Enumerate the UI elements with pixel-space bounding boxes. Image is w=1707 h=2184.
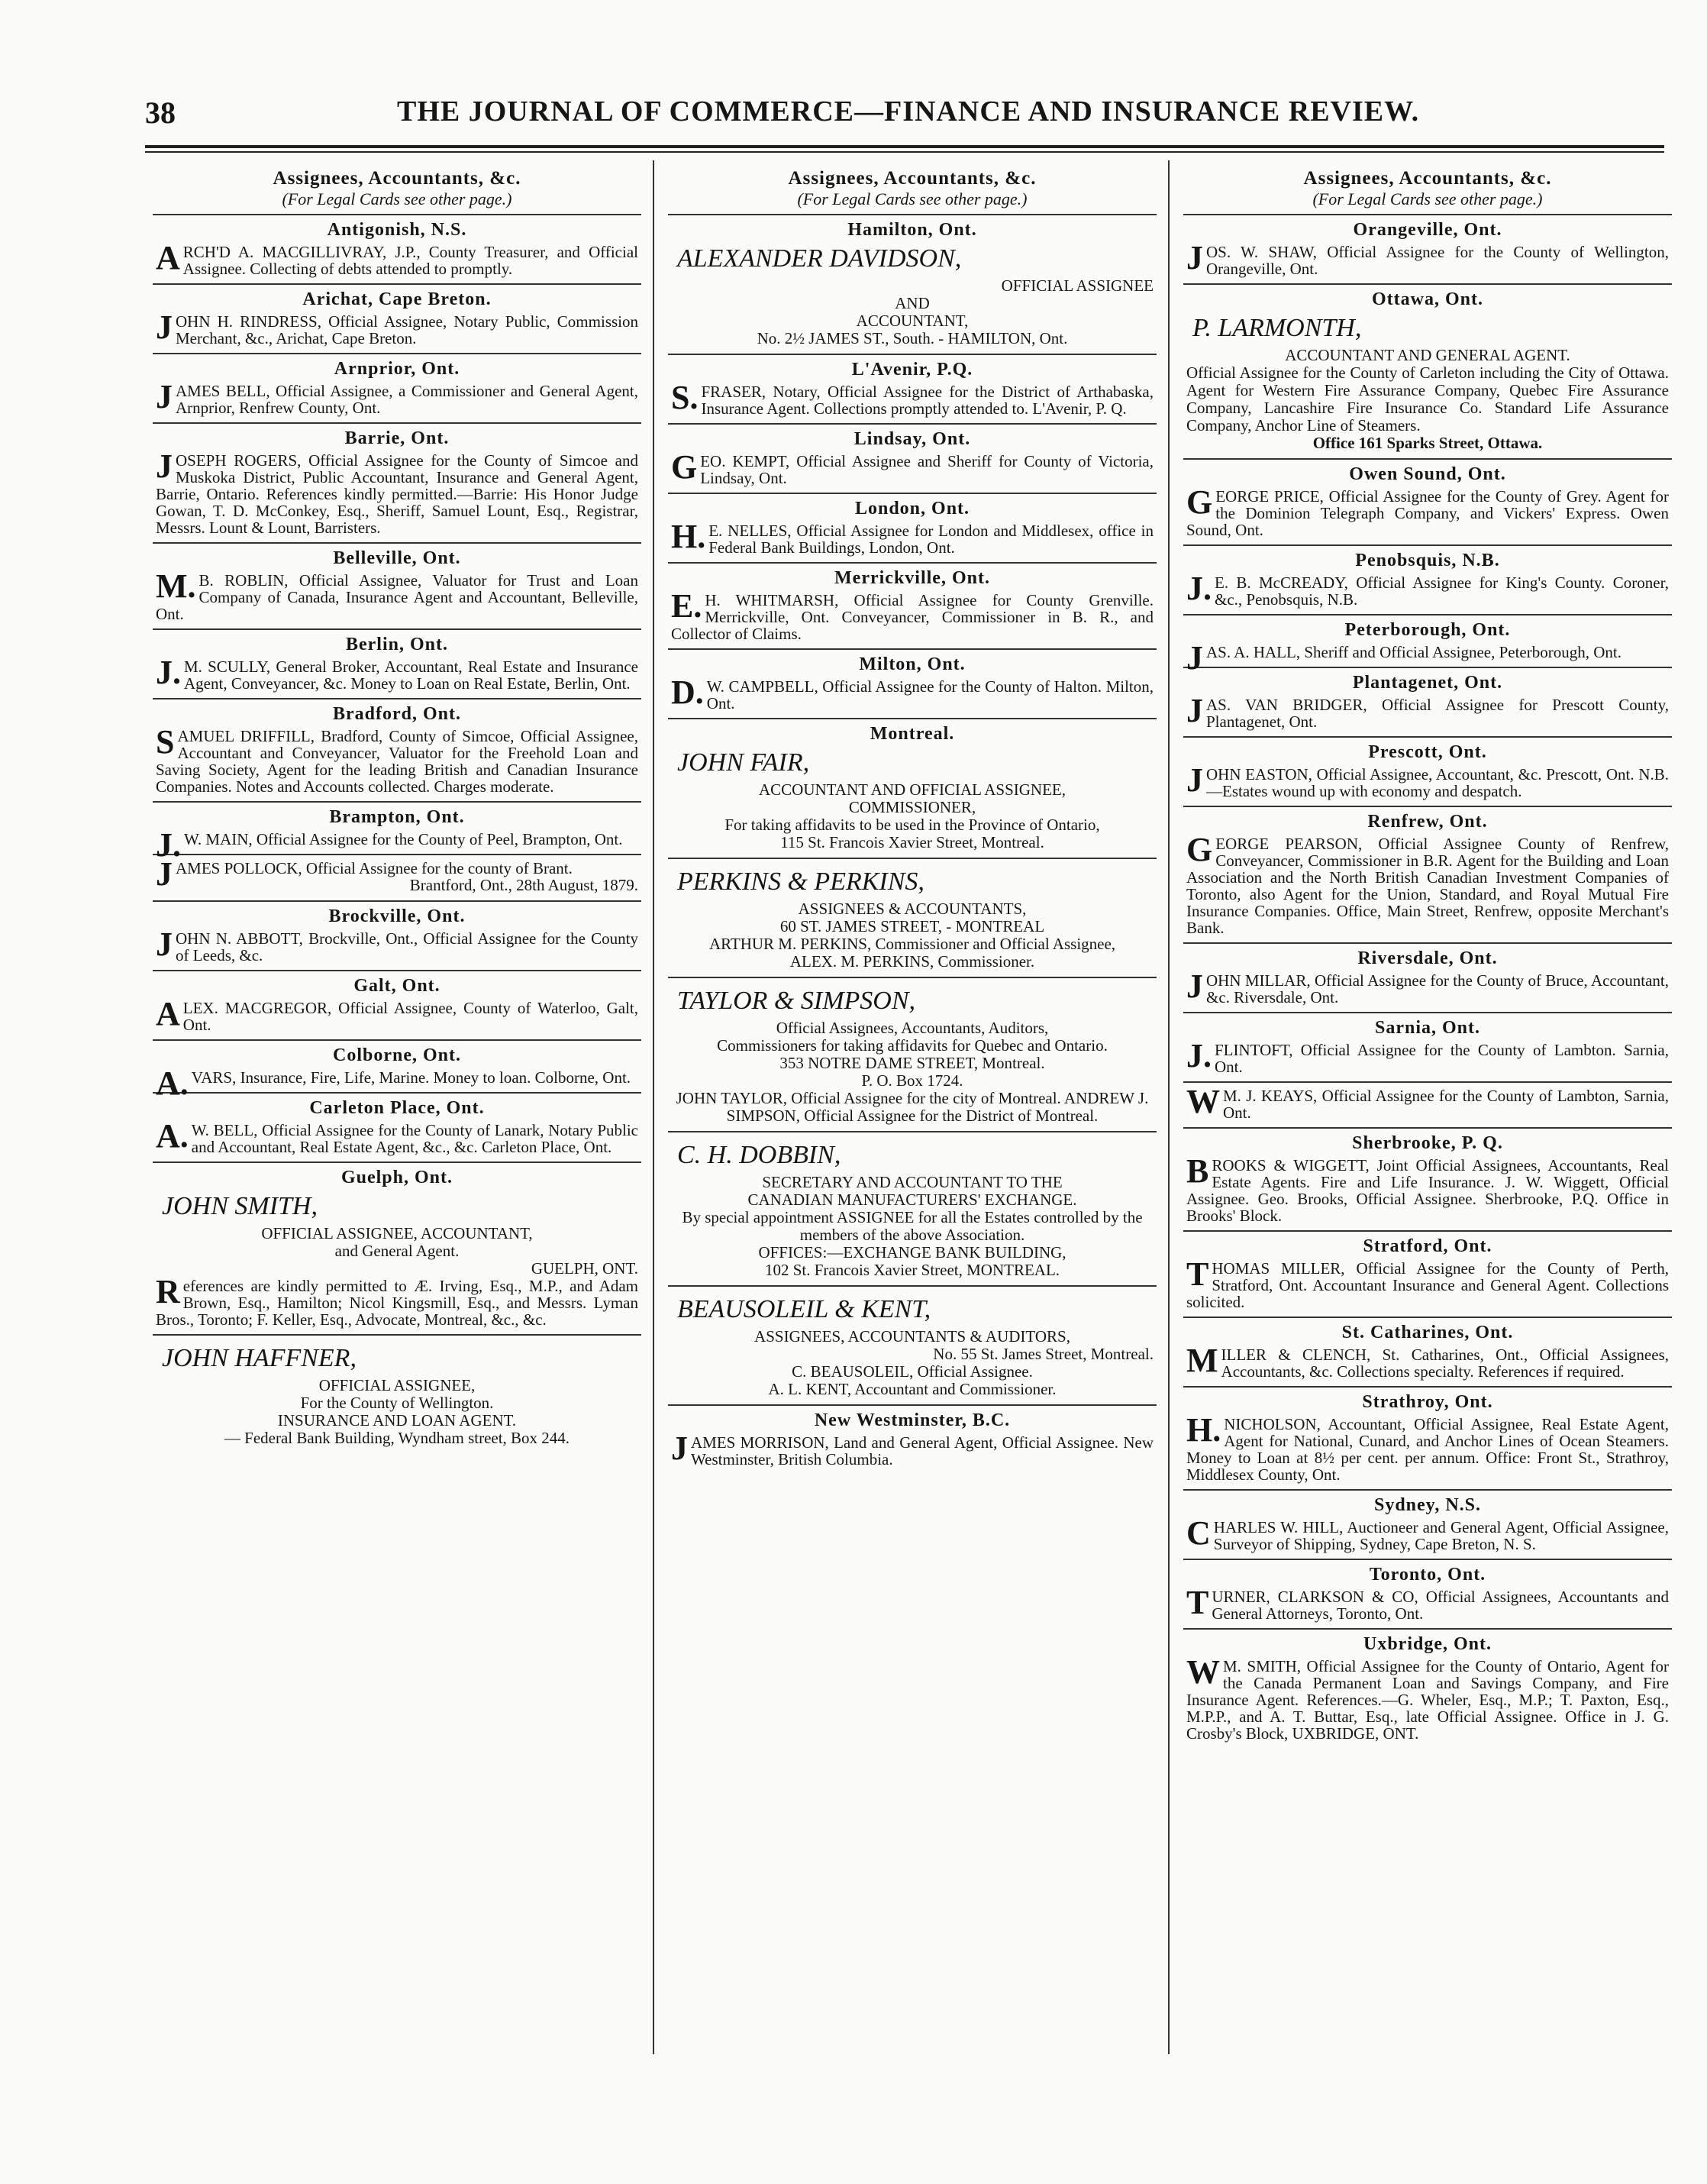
column-subheading: (For Legal Cards see other page.) [282, 189, 512, 208]
card-name: TAYLOR & SIMPSON, [677, 987, 916, 1015]
card-text: JOHN EASTON, Official Assignee, Accountant, &c. Prescott, Ont. N.B.—Estates wound up with economy and despatch. [1186, 761, 1669, 800]
card-name: P. LARMONTH, [1192, 314, 1362, 342]
card-list [1183, 458, 1672, 1748]
card-line: For the County of Wellington. [300, 1394, 494, 1412]
card-location: Renfrew, Ont. [1367, 812, 1488, 832]
card-name: C. H. DOBBIN, [677, 1141, 841, 1169]
card-location: Hamilton, Ont. [847, 220, 977, 240]
card-text: JAMES BELL, Official Assignee, a Commissioner and General Agent, Arnprior, Renfrew County, Ont. [156, 378, 638, 417]
card [1183, 806, 1672, 942]
card-text: JOHN H. RINDRESS, Official Assignee, Notary Public, Commission Merchant, &c., Arichat, Cape Breton. [156, 309, 638, 347]
card-location: Arichat, Cape Breton. [302, 289, 492, 309]
card [153, 1092, 641, 1161]
card [1183, 942, 1672, 1012]
card-line: OFFICIAL ASSIGNEE, ACCOUNTANT, [261, 1224, 533, 1242]
card-montreal-fair [668, 718, 1157, 858]
card-line: Official Assignees, Accountants, Auditors, [776, 1019, 1049, 1037]
card [1183, 1127, 1672, 1230]
card-location: Ottawa, Ont. [1372, 289, 1483, 309]
card-haffner [153, 1334, 641, 1453]
card-location: Merrickville, Ont. [834, 568, 990, 588]
card-line: C. BEAUSOLEIL, Official Assignee. [792, 1362, 1033, 1381]
card-text: GEORGE PRICE, Official Assignee for the County of Grey. Agent for the Dominion Telegraph Company, and Vickers' Express. Owen Sound, Ont. [1186, 483, 1669, 539]
column-left [153, 160, 641, 2054]
card-text: J.W. MAIN, Official Assignee for the County of Peel, Brampton, Ont. [156, 826, 623, 864]
card [1183, 1559, 1672, 1628]
card-line: By special appointment ASSIGNEE for all the Estates controlled by the members of the above Association. [682, 1208, 1143, 1244]
card [153, 353, 641, 422]
card-location: Milton, Ont. [859, 654, 966, 674]
card-location: Brampton, Ont. [329, 807, 465, 827]
card-line: ACCOUNTANT AND OFFICIAL ASSIGNEE, [758, 780, 1066, 799]
card [668, 493, 1157, 562]
card [668, 423, 1157, 493]
card-text: BROOKS & WIGGETT, Joint Official Assignees, Accountants, Real Estate Agents. Fire and Life Insurance. J. W. Wiggett, Official Assignee. Geo. Brooks, Official Assignee. Sherbrooke, P.Q. Office in Brooks' Block. [1186, 1152, 1669, 1225]
card-line: ALEX. M. PERKINS, Commissioner. [789, 952, 1035, 971]
card [1183, 1628, 1672, 1748]
card-location: Stratford, Ont. [1363, 1236, 1492, 1256]
card [1183, 736, 1672, 806]
card-location: Brockville, Ont. [328, 906, 466, 926]
card-location: Strathroy, Ont. [1362, 1392, 1493, 1412]
card-location: Barrie, Ont. [344, 428, 450, 448]
card-taylor [668, 977, 1157, 1131]
card-text: ALEX. MACGREGOR, Official Assignee, County of Waterloo, Galt, Ont. [156, 995, 638, 1034]
card-name: BEAUSOLEIL & KENT, [677, 1295, 931, 1323]
card [1183, 458, 1672, 544]
card-text: H.NICHOLSON, Accountant, Official Assignee, Real Estate Agent, Agent for National, Cunard, and Anchor Lines of Ocean Steamers. Money to Loan at 8½ per cent. per annum. Office: Front St., Strathroy, Middlesex County, Ont. [1186, 1411, 1669, 1484]
card [153, 854, 641, 900]
card-location: New Westminster, B.C. [814, 1410, 1011, 1430]
card-text: S.FRASER, Notary, Official Assignee for the District of Arthabaska, Insurance Agent. Collections promptly attended to. L'Avenir, P. Q. [671, 379, 1154, 418]
card-line: ARTHUR M. PERKINS, Commissioner and Official Assignee, [708, 935, 1116, 953]
card [1183, 1012, 1672, 1081]
card-line: COMMISSIONER, [848, 798, 976, 816]
column-subheading: (For Legal Cards see other page.) [1312, 189, 1543, 208]
card-location: Guelph, Ont. [340, 1168, 453, 1187]
card-text: H.E. NELLES, Official Assignee for London and Middlesex, office in Federal Bank Buildings, London, Ont. [671, 518, 1154, 557]
card-line: INSURANCE AND LOAN AGENT. [277, 1411, 517, 1430]
card-line: For taking affidavits to be used in the Province of Ontario, [724, 816, 1100, 834]
card [1183, 667, 1672, 736]
card-text: JAS. VAN BRIDGER, Official Assignee for Prescott County, Plantagenet, Ont. [1186, 692, 1669, 731]
card-text: TURNER, CLARKSON & CO, Official Assignees, Accountants and General Attorneys, Toronto, Ont. [1186, 1584, 1669, 1623]
card-line: 353 NOTRE DAME STREET, Montreal. [779, 1054, 1045, 1072]
card-location: Sarnia, Ont. [1374, 1018, 1481, 1038]
column-heading: Assignees, Accountants, &c. [273, 168, 521, 189]
card-perkins [668, 858, 1157, 977]
card-new-westminster [668, 1404, 1157, 1474]
journal-title: THE JOURNAL OF COMMERCE—FINANCE AND INSURANCE REVIEW. [397, 95, 1420, 128]
card-text: J.E. B. McCREADY, Official Assignee for King's County. Coroner, &c., Penobsquis, N.B. [1186, 570, 1669, 609]
column-heading: Assignees, Accountants, &c. [788, 168, 1037, 189]
card [1183, 614, 1672, 677]
column-middle [668, 160, 1157, 2054]
card-location: Montreal. [870, 724, 955, 744]
card-location: Toronto, Ont. [1369, 1565, 1486, 1585]
card [1183, 1489, 1672, 1559]
card-text: D.W. CAMPBELL, Official Assignee for the County of Halton. Milton, Ont. [671, 674, 1154, 712]
card-line: OFFICIAL ASSIGNEE [1001, 276, 1154, 295]
card [668, 354, 1157, 423]
card-text: JAMES POLLOCK, Official Assignee for the county of Brant. [156, 855, 573, 893]
card-beausoleil [668, 1285, 1157, 1404]
card-list [668, 354, 1157, 718]
card-list [153, 214, 641, 1161]
card-line: ACCOUNTANT, [856, 312, 969, 330]
column-right [1183, 160, 1672, 2054]
card-line: AND [895, 294, 930, 312]
card-line: Commissioners for taking affidavits for Quebec and Ontario. [717, 1036, 1108, 1055]
card-text: M.B. ROBLIN, Official Assignee, Valuator for Trust and Loan Company of Canada, Insurance Agent and Accountant, Belleville, Ont. [156, 567, 638, 623]
card-text: JOS. W. SHAW, Official Assignee for the County of Wellington, Orangeville, Ont. [1186, 239, 1669, 278]
card-location: St. Catharines, Ont. [1341, 1323, 1514, 1342]
card [1183, 544, 1672, 614]
card-line: A. L. KENT, Accountant and Commissioner. [768, 1380, 1057, 1398]
card-dobbin [668, 1131, 1157, 1285]
card-line: 60 ST. JAMES STREET, - MONTREAL [779, 917, 1045, 935]
column-heading: Assignees, Accountants, &c. [1303, 168, 1552, 189]
card-location: Uxbridge, Ont. [1363, 1634, 1492, 1654]
card-location: Arnprior, Ont. [334, 359, 460, 379]
card-name: PERKINS & PERKINS, [677, 867, 924, 896]
card-text: ARCH'D A. MACGILLIVRAY, J.P., County Treasurer, and Official Assignee. Collecting of debts attended to promptly. [156, 239, 638, 278]
card-location: Lindsay, Ont. [854, 429, 971, 449]
card-line: Office 161 Sparks Street, Ottawa. [1312, 434, 1543, 452]
card-orangeville [1183, 214, 1672, 283]
card-text: CHARLES W. HILL, Auctioneer and General Agent, Official Assignee, Surveyor of Shipping, Sydney, Cape Breton, N. S. [1186, 1514, 1669, 1553]
card-line: JOHN TAYLOR, Official Assignee for the city of Montreal. ANDREW J. SIMPSON, Official Assignee for the District of Montreal. [676, 1089, 1149, 1125]
card [1183, 1317, 1672, 1386]
card-line: GUELPH, ONT. [531, 1259, 638, 1278]
card-location: L'Avenir, P.Q. [851, 360, 973, 380]
card-line: SECRETARY AND ACCOUNTANT TO THE [762, 1173, 1063, 1191]
card-text: JAS. A. HALL, Sheriff and Official Assignee, Peterborough, Ont. [1186, 639, 1621, 677]
column-divider [653, 160, 654, 2054]
column-subheading: (For Legal Cards see other page.) [797, 189, 1028, 208]
card-location: London, Ont. [854, 499, 970, 519]
card-line: ASSIGNEES & ACCOUNTANTS, [798, 900, 1027, 918]
card-location: Peterborough, Ont. [1344, 620, 1511, 640]
card-text: A.W. BELL, Official Assignee for the County of Lanark, Notary Public and Accountant, Real Estate Agent, &c., &c. Carleton Place, Ont. [156, 1117, 638, 1156]
page-number: 38 [145, 95, 176, 130]
card-location: Owen Sound, Ont. [1349, 464, 1506, 484]
card [153, 900, 641, 970]
card-line: — Federal Bank Building, Wyndham street, Box 244. [224, 1429, 570, 1447]
card [153, 422, 641, 542]
card-text: WM. J. KEAYS, Official Assignee for the County of Lambton, Sarnia, Ont. [1186, 1083, 1669, 1122]
card-name: JOHN HAFFNER, [162, 1344, 357, 1372]
card-text: MILLER & CLENCH, St. Catharines, Ont., Official Assignees, Accountants, &c. Collections specialty. References if required. [1186, 1342, 1669, 1381]
card [1183, 1230, 1672, 1317]
card-location: Antigonish, N.S. [327, 220, 467, 240]
card-text: E.H. WHITMARSH, Official Assignee for County Grenville. Merrickville, Ont. Conveyancer, Commissioner in B. R., and Collector of Claims. [671, 587, 1154, 643]
card [153, 542, 641, 628]
card-line: No. 55 St. James Street, Montreal. [933, 1345, 1154, 1363]
card-line: OFFICIAL ASSIGNEE, [318, 1376, 476, 1394]
card-name: JOHN FAIR, [677, 748, 810, 777]
card-line: Brantford, Ont., 28th August, 1879. [409, 876, 638, 894]
card-text: JOHN N. ABBOTT, Brockville, Ont., Official Assignee for the County of Leeds, &c. [156, 926, 638, 964]
card-location: Berlin, Ont. [345, 635, 448, 654]
card-location: Prescott, Ont. [1368, 742, 1487, 762]
page-header [145, 90, 1657, 136]
card-line: ASSIGNEES, ACCOUNTANTS & AUDITORS, [754, 1327, 1070, 1346]
card-location: Plantagenet, Ont. [1352, 673, 1503, 693]
card-line: 102 St. Francois Xavier Street, MONTREAL. [764, 1261, 1060, 1279]
card-line: Official Assignee for the County of Carleton including the City of Ottawa. Agent for Western Fire Assurance Company, Quebec Fire Assurance Company, Lancashire Fire Insurance Co. Standard Life Assurance Company, Anchor Line of Steamers. [1186, 363, 1669, 435]
card-location: Sherbrooke, P. Q. [1352, 1133, 1503, 1153]
card-text: GEORGE PEARSON, Official Assignee County of Renfrew, Conveyancer, Commissioner in B.R. Agent for the Building and Loan Association and the North British Canadian Investment Companies of Toronto, also Agent for the Union, Standard, and Royal Mutual Fire Insurance Companies. Office, Main Street, Renfrew, opposite Merchant's Bank. [1186, 831, 1669, 937]
card-location: Sydney, N.S. [1373, 1495, 1482, 1515]
card-text: WM. SMITH, Official Assignee for the County of Ontario, Agent for the Canada Permanent Loan and Savings Company, and Fire Insurance Agent. References.—G. Wheler, Esq., M.P.; T. Paxton, Esq., M.P.P., and A. T. Buttar, Esq., late Official Assignee. Office in J. G. Crosby's Block, UXBRIDGE, ONT. [1186, 1653, 1669, 1743]
card-text: JOHN MILLAR, Official Assignee for the County of Bruce, Accountant, &c. Riversdale, Ont. [1186, 968, 1669, 1006]
card [1183, 1081, 1672, 1127]
card [668, 648, 1157, 718]
card-text: JAMES MORRISON, Land and General Agent, Official Assignee. New Westminster, British Columbia. [671, 1430, 1154, 1468]
card-location: Penobsquis, N.B. [1355, 551, 1500, 570]
card-text: THOMAS MILLER, Official Assignee for the County of Perth, Stratford, Ont. Accountant Insurance and General Agent. Collections solicited. [1186, 1255, 1669, 1311]
card-line: ACCOUNTANT AND GENERAL AGENT. [1285, 346, 1570, 364]
card-text: References are kindly permitted to Æ. Irving, Esq., M.P., and Adam Brown, Esq., Hamilton; Nicol Kingsmill, Esq., and Messrs. Lyman Bros., Toronto; F. Keller, Esq., Advocate, Montreal, &c., &c. [156, 1273, 638, 1329]
card [153, 628, 641, 698]
card-text: A.VARS, Insurance, Fire, Life, Marine. Money to loan. Colborne, Ont. [156, 1065, 631, 1102]
card-line: and General Agent. [334, 1242, 460, 1260]
card-text: JOSEPH ROGERS, Official Assignee for the County of Simcoe and Muskoka District, Public Accountant, Insurance and General Agent, Barrie, Ontario. References kindly permitted.—Barrie: His Honor Judge Gowan, T. D. McConkey, Esq., Sheriff, Samuel Lount, Esq., Registrar, Messrs. Lount & Lount, Barristers. [156, 447, 638, 537]
card-name: JOHN SMITH, [162, 1192, 318, 1220]
card-location: Orangeville, Ont. [1353, 220, 1502, 240]
card [668, 562, 1157, 648]
card [153, 214, 641, 283]
card-hamilton [668, 214, 1157, 354]
header-rule [145, 145, 1664, 148]
card-line: 115 St. Francois Xavier Street, Montreal. [780, 833, 1044, 851]
card [1183, 1386, 1672, 1489]
card-guelph [153, 1161, 641, 1334]
card [153, 970, 641, 1039]
card-line: OFFICES:—EXCHANGE BANK BUILDING, [758, 1243, 1066, 1262]
card-location: Galt, Ont. [353, 976, 440, 996]
card-location: Belleville, Ont. [333, 548, 461, 568]
card-name: ALEXANDER DAVIDSON, [677, 244, 962, 273]
header-rule-thin [145, 151, 1664, 153]
card [153, 283, 641, 353]
card-line: P. O. Box 1724. [861, 1071, 963, 1090]
card-location: Riversdale, Ont. [1357, 948, 1498, 968]
card-text: J.M. SCULLY, General Broker, Accountant, Real Estate and Insurance Agent, Conveyancer, &c. Money to Loan on Real Estate, Berlin, Ont. [156, 654, 638, 693]
card-text: SAMUEL DRIFFILL, Bradford, County of Simcoe, Official Assignee, Accountant and Conveyancer, Valuator for the Freehold Loan and Saving Society, Agent for the leading British and Canadian Insurance Companies. Notes and Accounts collected. Charges moderate. [156, 723, 638, 796]
card-line: No. 2½ JAMES ST., South. - HAMILTON, Ont. [757, 329, 1068, 347]
card [153, 1039, 641, 1102]
card [153, 801, 641, 864]
card-line: CANADIAN MANUFACTURERS' EXCHANGE. [747, 1191, 1077, 1209]
card-location: Colborne, Ont. [332, 1045, 461, 1065]
card [153, 698, 641, 801]
card-ottawa [1183, 283, 1672, 458]
card-location: Carleton Place, Ont. [309, 1098, 485, 1118]
card-text: GEO. KEMPT, Official Assignee and Sheriff for County of Victoria, Lindsay, Ont. [671, 448, 1154, 487]
column-divider [1168, 160, 1170, 2054]
card-text: J.FLINTOFT, Official Assignee for the County of Lambton. Sarnia, Ont. [1186, 1037, 1669, 1076]
card-location: Bradford, Ont. [332, 704, 461, 724]
